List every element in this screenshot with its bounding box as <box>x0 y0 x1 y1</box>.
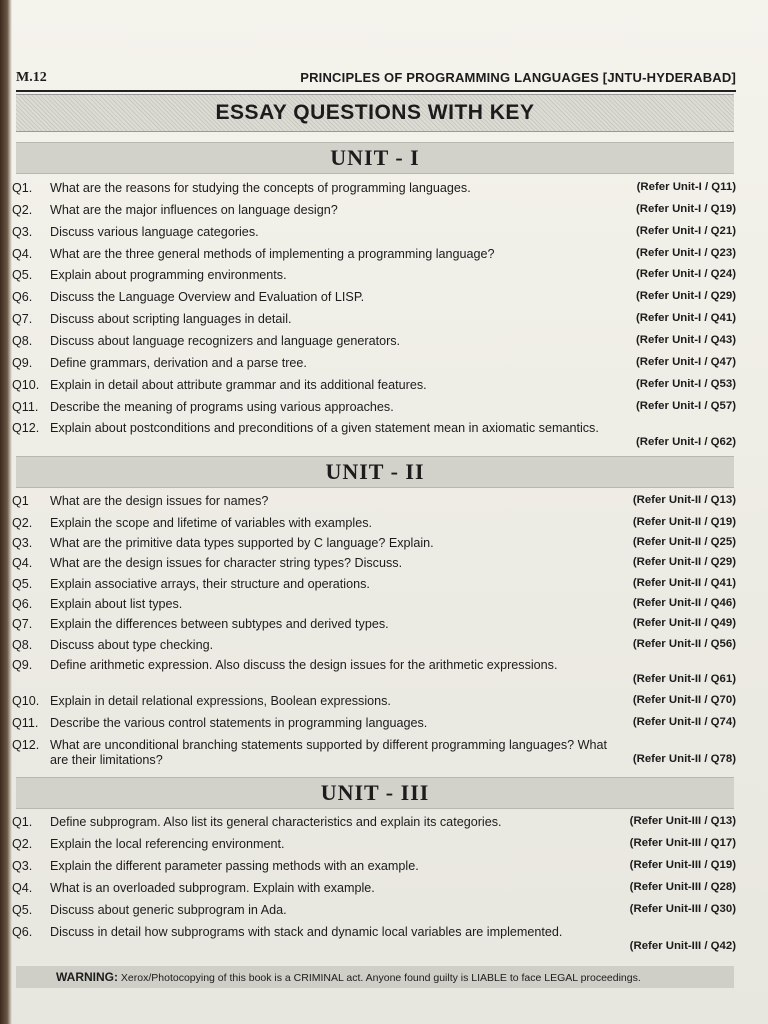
question-ref: (Refer Unit-I / Q19) <box>636 203 736 215</box>
question-number: Q6. <box>12 925 33 939</box>
question-number: Q4. <box>12 247 33 261</box>
question-number: Q2. <box>12 203 33 217</box>
question-text: What are the major influences on language design? <box>50 203 338 217</box>
question-number: Q3. <box>12 536 33 550</box>
question-number: Q5. <box>12 268 33 282</box>
question-text: Explain about postconditions and preconditions of a given statement mean in axiomatic semantics. <box>50 421 599 435</box>
question-ref: (Refer Unit-II / Q13) <box>632 494 736 506</box>
question-ref: (Refer Unit-III / Q13) <box>629 815 736 827</box>
question-number: Q9. <box>12 658 33 672</box>
question-text: Explain in detail about attribute grammar and its additional features. <box>50 378 427 392</box>
question-ref: (Refer Unit-I / Q29) <box>636 290 736 302</box>
unit-title-3: UNIT - III <box>320 780 430 805</box>
question-text: What are the design issues for names? <box>50 494 269 508</box>
question-number: Q4. <box>12 556 33 570</box>
question-text: Explain the scope and lifetime of variables with examples. <box>50 516 373 530</box>
question-text: What are the primitive data types supported by C language? Explain. <box>50 536 434 550</box>
question-text: Explain about list types. <box>50 597 183 611</box>
question-ref: (Refer Unit-II / Q41) <box>632 577 736 589</box>
question-number: Q3. <box>12 225 33 239</box>
question-text: Discuss about type checking. <box>50 638 214 652</box>
question-text: What are the three general methods of implementing a programming language? <box>50 247 495 261</box>
question-text: Discuss the Language Overview and Evaluation of LISP. <box>50 290 365 304</box>
question-text: Discuss in detail how subprograms with stack and dynamic local variables are implemented. <box>50 925 563 939</box>
question-ref: (Refer Unit-I / Q23) <box>636 247 736 259</box>
question-ref: (Refer Unit-II / Q61) <box>632 673 736 685</box>
warning-label: WARNING: <box>56 970 118 984</box>
question-text: Discuss about generic subprogram in Ada. <box>50 903 287 917</box>
question-number: Q7. <box>12 312 33 326</box>
question-text: What are unconditional branching statements supported by different programming languages? What are their limitations? <box>50 738 608 767</box>
question-text: Describe the meaning of programs using various approaches. <box>50 400 394 414</box>
unit-banner-2 <box>16 456 734 488</box>
question-ref: (Refer Unit-II / Q78) <box>632 753 736 765</box>
question-text: Define subprogram. Also list its general characteristics and explain its categories. <box>50 815 502 829</box>
question-number: Q9. <box>12 356 33 370</box>
question-number: Q11. <box>12 716 39 730</box>
question-number: Q2. <box>12 516 33 530</box>
question-number: Q5. <box>12 903 33 917</box>
warning-footer <box>16 966 734 988</box>
question-ref: (Refer Unit-I / Q41) <box>636 312 736 324</box>
question-ref: (Refer Unit-I / Q11) <box>636 181 736 193</box>
question-number: Q7. <box>12 617 33 631</box>
question-ref: (Refer Unit-I / Q62) <box>636 436 736 448</box>
question-number: Q12. <box>12 421 40 435</box>
question-ref: (Refer Unit-II / Q49) <box>632 617 736 629</box>
unit-banner-3 <box>16 777 734 809</box>
question-text: Define grammars, derivation and a parse tree. <box>50 356 307 370</box>
question-text: Explain the differences between subtypes and derived types. <box>50 617 389 631</box>
question-number: Q1. <box>12 181 33 195</box>
question-number: Q12. <box>12 738 40 752</box>
question-number: Q1 <box>12 494 29 508</box>
question-text: Explain in detail relational expressions, Boolean expressions. <box>50 694 391 708</box>
question-text: Discuss about scripting languages in detail. <box>50 312 292 326</box>
question-text: Explain about programming environments. <box>50 268 287 282</box>
question-text: Describe the various control statements in programming languages. <box>50 716 428 730</box>
question-ref: (Refer Unit-III / Q28) <box>629 881 736 893</box>
question-number: Q8. <box>12 638 33 652</box>
question-number: Q5. <box>12 577 33 591</box>
book-title: PRINCIPLES OF PROGRAMMING LANGUAGES [JNTU-HYDERABAD] <box>300 70 736 85</box>
question-ref: (Refer Unit-II / Q29) <box>632 556 736 568</box>
question-ref: (Refer Unit-I / Q21) <box>636 225 736 237</box>
question-number: Q1. <box>12 815 33 829</box>
question-ref: (Refer Unit-I / Q57) <box>636 400 736 412</box>
essay-title: ESSAY QUESTIONS WITH KEY <box>215 101 535 124</box>
question-text: Define arithmetic expression. Also discuss the design issues for the arithmetic expressions. <box>50 658 558 672</box>
question-ref: (Refer Unit-II / Q56) <box>632 638 736 650</box>
question-text: What are the design issues for character string types? Discuss. <box>50 556 403 570</box>
question-ref: (Refer Unit-II / Q25) <box>632 536 736 548</box>
question-number: Q10. <box>12 694 40 708</box>
unit-title-2: UNIT - II <box>325 459 425 484</box>
unit-banner-1 <box>16 142 734 174</box>
question-ref: (Refer Unit-II / Q46) <box>632 597 736 609</box>
question-ref: (Refer Unit-II / Q70) <box>632 694 736 706</box>
question-number: Q6. <box>12 290 33 304</box>
book-spine <box>0 0 12 1024</box>
question-ref: (Refer Unit-I / Q24) <box>636 268 736 280</box>
page-number: M.12 <box>16 70 47 85</box>
question-number: Q2. <box>12 837 33 851</box>
question-number: Q4. <box>12 881 33 895</box>
question-ref: (Refer Unit-I / Q47) <box>636 356 736 368</box>
question-text: Explain associative arrays, their structure and operations. <box>50 577 370 591</box>
question-number: Q8. <box>12 334 33 348</box>
essay-banner <box>16 94 734 132</box>
question-text: What is an overloaded subprogram. Explain with example. <box>50 881 375 895</box>
question-ref: (Refer Unit-III / Q42) <box>629 940 736 952</box>
question-ref: (Refer Unit-III / Q30) <box>629 903 736 915</box>
page-header <box>16 68 736 90</box>
header-rule <box>16 90 736 92</box>
question-ref: (Refer Unit-III / Q19) <box>629 859 736 871</box>
question-ref: (Refer Unit-III / Q17) <box>629 837 736 849</box>
question-text: Explain the different parameter passing methods with an example. <box>50 859 419 873</box>
question-ref: (Refer Unit-I / Q53) <box>636 378 736 390</box>
question-text: Discuss about language recognizers and language generators. <box>50 334 401 348</box>
question-number: Q10. <box>12 378 40 392</box>
question-text: What are the reasons for studying the concepts of programming languages. <box>50 181 471 195</box>
question-ref: (Refer Unit-II / Q74) <box>632 716 736 728</box>
question-number: Q6. <box>12 597 33 611</box>
question-number: Q11. <box>12 400 39 414</box>
warning-text: Xerox/Photocopying of this book is a CRIMINAL act. Anyone found guilty is LIABLE to face LEGAL proceedings. <box>118 972 641 984</box>
unit-title-1: UNIT - I <box>330 145 420 170</box>
question-ref: (Refer Unit-I / Q43) <box>636 334 736 346</box>
question-ref: (Refer Unit-II / Q19) <box>632 516 736 528</box>
question-text: Explain the local referencing environment. <box>50 837 285 851</box>
question-text: Discuss various language categories. <box>50 225 259 239</box>
question-number: Q3. <box>12 859 33 873</box>
